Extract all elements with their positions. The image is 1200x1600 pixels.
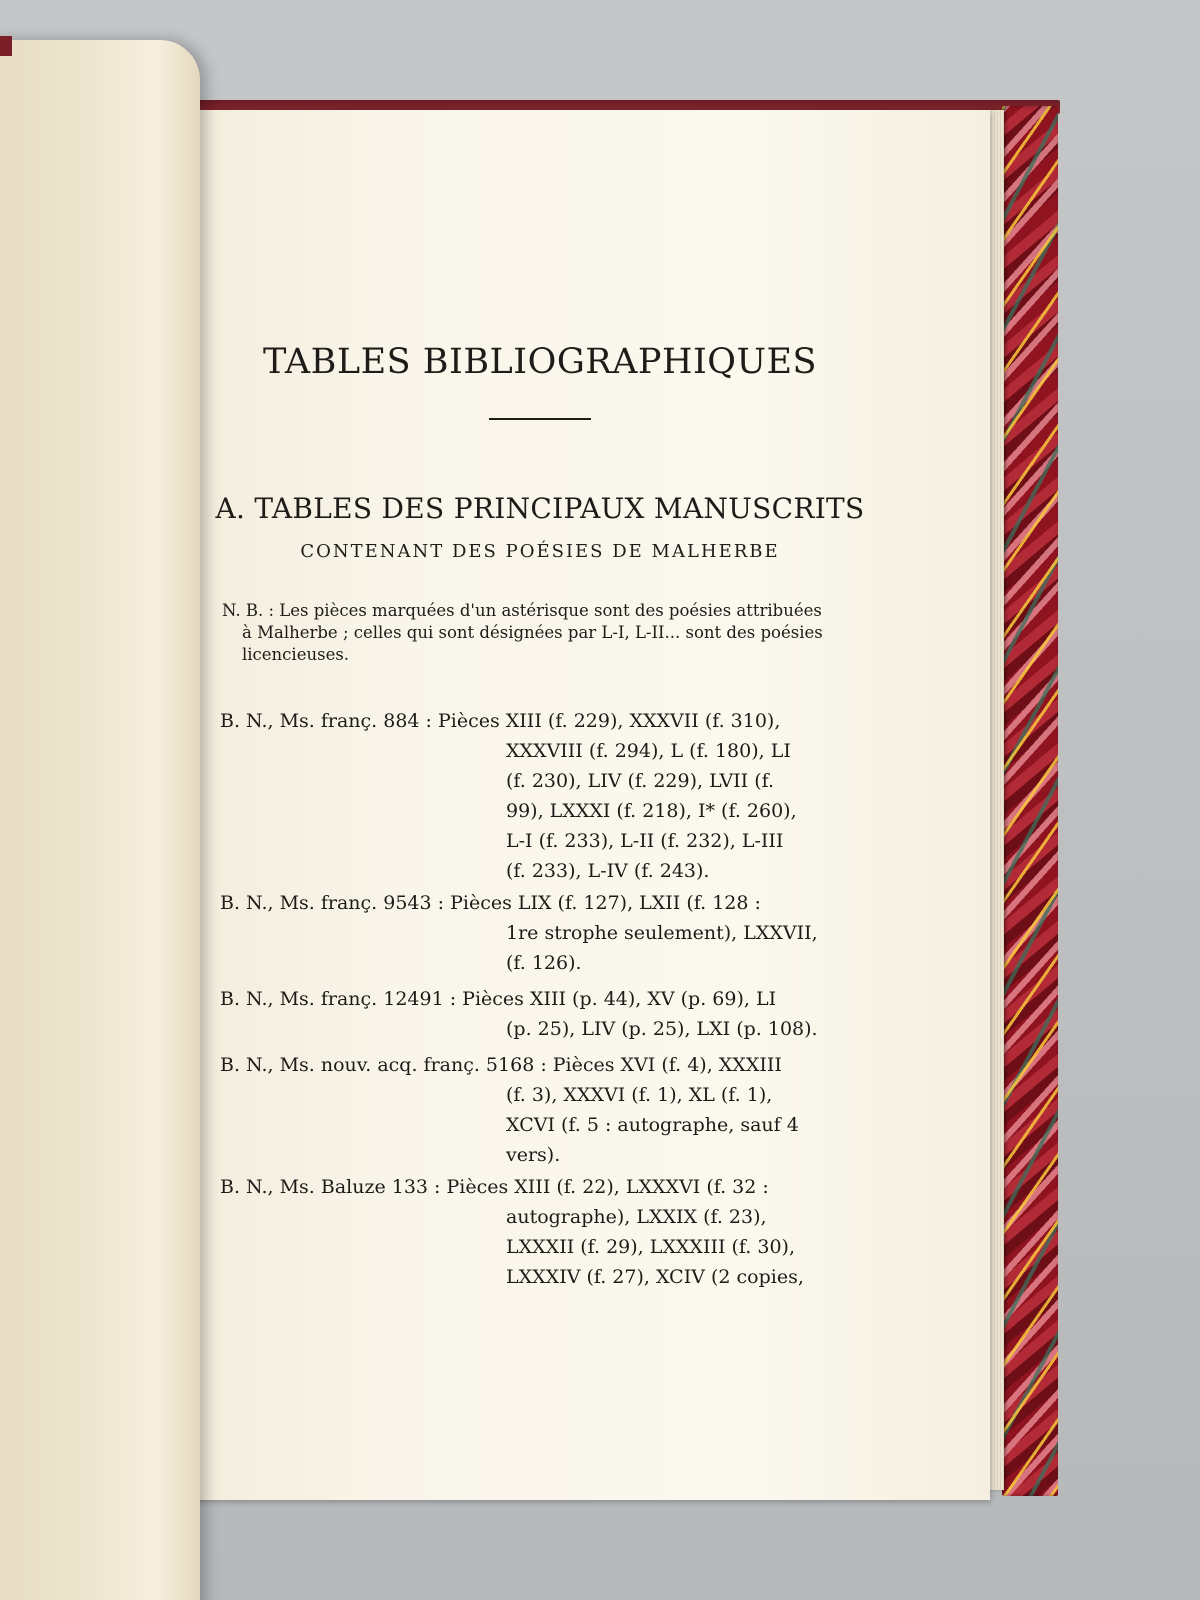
entry-head: B. N., Ms. franç. 9543 : Pièces LIX (f. 127), LXII (f. 128 :: [220, 892, 761, 914]
entry-line: 99), LXXXI (f. 218), I* (f. 260),: [506, 800, 797, 822]
note-line: à Malherbe ; celles qui sont désignées par L-I, L-II... sont des poésies: [242, 623, 823, 642]
section-subtitle: CONTENANT DES POÉSIES DE MALHERBE: [300, 541, 780, 562]
marbled-board: [1002, 106, 1058, 1496]
entry-head: B. N., Ms. Baluze 133 : Pièces XIII (f. 22), LXXXVI (f. 32 :: [220, 1176, 769, 1198]
entry-line: autographe), LXXIX (f. 23),: [506, 1206, 767, 1228]
title-rule: [489, 418, 591, 420]
entry-line: vers).: [506, 1144, 561, 1166]
entry-line: (f. 233), L-IV (f. 243).: [506, 860, 710, 882]
note-paragraph: [222, 600, 862, 666]
entry-line: XCVI (f. 5 : autographe, sauf 4: [506, 1114, 799, 1136]
entry-line: (f. 3), XXXVI (f. 1), XL (f. 1),: [506, 1084, 773, 1106]
left-page-curl: [0, 40, 200, 1600]
entry-line: (f. 230), LIV (f. 229), LVII (f.: [506, 770, 775, 792]
entry-line: (p. 25), LIV (p. 25), LXI (p. 108).: [506, 1018, 818, 1040]
note-line: N. B. : Les pièces marquées d'un astérisque sont des poésies attribuées: [222, 601, 822, 620]
entry-line: LXXXIV (f. 27), XCIV (2 copies,: [506, 1266, 804, 1288]
entry-line: XXXVIII (f. 294), L (f. 180), LI: [506, 740, 791, 762]
entry-line: LXXXII (f. 29), LXXXIII (f. 30),: [506, 1236, 795, 1258]
entry-head: B. N., Ms. franç. 12491 : Pièces XIII (p. 44), XV (p. 69), LI: [220, 988, 777, 1010]
note-line: licencieuses.: [242, 645, 350, 664]
entry-head: B. N., Ms. nouv. acq. franç. 5168 : Pièces XVI (f. 4), XXXIII: [220, 1054, 782, 1076]
entry-line: (f. 126).: [506, 952, 582, 974]
section-title: A. TABLES DES PRINCIPAUX MANUSCRITS: [215, 492, 865, 525]
entry-head: B. N., Ms. franç. 884 : Pièces XIII (f. 229), XXXVII (f. 310),: [220, 710, 781, 732]
entry-line: L-I (f. 233), L-II (f. 232), L-III: [506, 830, 784, 852]
page-title: TABLES BIBLIOGRAPHIQUES: [262, 342, 818, 382]
entry-line: 1re strophe seulement), LXXVII,: [506, 922, 818, 944]
left-cover-corner: [0, 36, 12, 56]
